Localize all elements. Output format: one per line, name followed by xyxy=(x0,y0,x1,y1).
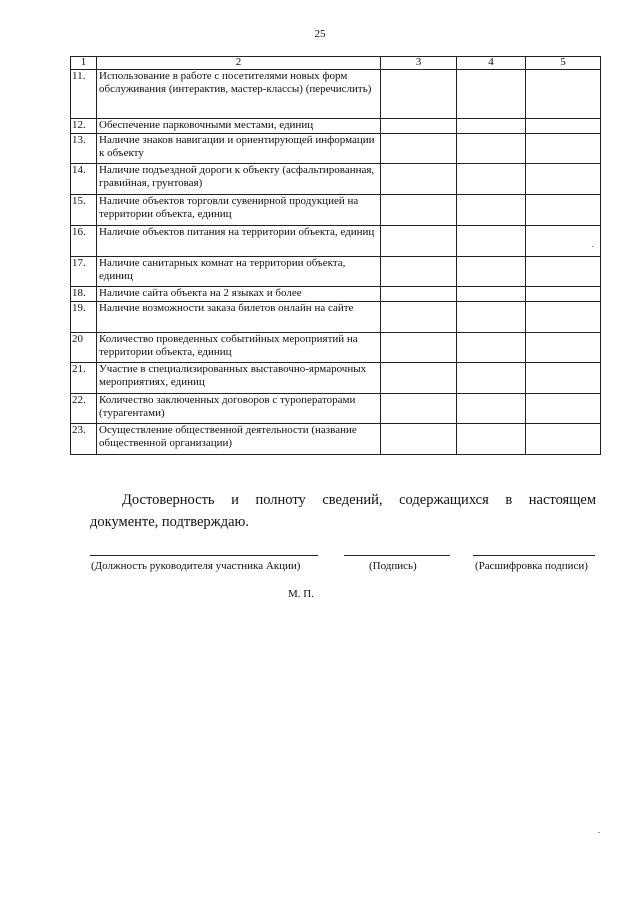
certification-statement xyxy=(90,489,596,533)
value-cell[interactable] xyxy=(457,226,526,257)
row-number: 15. xyxy=(71,195,97,226)
value-cell[interactable] xyxy=(457,394,526,424)
value-cell[interactable] xyxy=(526,302,601,333)
value-cell[interactable] xyxy=(457,424,526,455)
value-cell[interactable] xyxy=(457,70,526,119)
table-row xyxy=(71,394,601,424)
value-cell[interactable] xyxy=(381,424,457,455)
value-cell[interactable] xyxy=(526,226,601,257)
value-cell[interactable] xyxy=(457,302,526,333)
table-row xyxy=(71,257,601,287)
column-header: 5 xyxy=(526,57,601,70)
table-row xyxy=(71,134,601,164)
value-cell[interactable] xyxy=(526,257,601,287)
row-description: Количество заключенных договоров с туроператорами (турагентами) xyxy=(97,394,381,424)
value-cell[interactable] xyxy=(381,287,457,302)
row-number: 14. xyxy=(71,164,97,195)
column-header: 2 xyxy=(97,57,381,70)
signature-caption: (Подпись) xyxy=(369,560,417,572)
row-number: 16. xyxy=(71,226,97,257)
value-cell[interactable] xyxy=(526,394,601,424)
value-cell[interactable] xyxy=(381,119,457,134)
data-table xyxy=(70,56,601,455)
row-number: 17. xyxy=(71,257,97,287)
table-row xyxy=(71,333,601,363)
page-number: 25 xyxy=(314,28,326,40)
row-description: Наличие подъездной дороги к объекту (асфальтированная, гравийная, грунтовая) xyxy=(97,164,381,195)
row-number: 18. xyxy=(71,287,97,302)
value-cell[interactable] xyxy=(457,134,526,164)
table-row xyxy=(71,164,601,195)
value-cell[interactable] xyxy=(526,164,601,195)
row-description: Использование в работе с посетителями новых форм обслуживания (интерактив, мастер-классы) (перечислить) xyxy=(97,70,381,119)
value-cell[interactable] xyxy=(381,363,457,394)
value-cell[interactable] xyxy=(526,287,601,302)
row-description: Наличие знаков навигации и ориентирующей информации к объекту xyxy=(97,134,381,164)
value-cell[interactable] xyxy=(526,424,601,455)
position-caption: (Должность руководителя участника Акции) xyxy=(91,560,301,572)
value-cell[interactable] xyxy=(381,164,457,195)
value-cell[interactable] xyxy=(457,363,526,394)
value-cell[interactable] xyxy=(526,134,601,164)
value-cell[interactable] xyxy=(526,333,601,363)
value-cell[interactable] xyxy=(457,333,526,363)
value-cell[interactable] xyxy=(526,119,601,134)
row-number: 11. xyxy=(71,70,97,119)
stamp-place-label: М. П. xyxy=(288,588,314,600)
table-row xyxy=(71,119,601,134)
value-cell[interactable] xyxy=(381,134,457,164)
table-row xyxy=(71,363,601,394)
scan-speck xyxy=(592,246,594,247)
row-number: 13. xyxy=(71,134,97,164)
value-cell[interactable] xyxy=(381,333,457,363)
row-description: Участие в специализированных выставочно-ярмарочных мероприятиях, единиц xyxy=(97,363,381,394)
table-row xyxy=(71,195,601,226)
value-cell[interactable] xyxy=(381,70,457,119)
column-header: 4 xyxy=(457,57,526,70)
column-header: 1 xyxy=(71,57,97,70)
table-header-row xyxy=(71,57,601,70)
row-description: Наличие объектов торговли сувенирной продукцией на территории объекта, единиц xyxy=(97,195,381,226)
decoding-signature-line[interactable] xyxy=(473,555,595,556)
value-cell[interactable] xyxy=(526,70,601,119)
row-description: Наличие сайта объекта на 2 языках и более xyxy=(97,287,381,302)
value-cell[interactable] xyxy=(381,394,457,424)
column-header: 3 xyxy=(381,57,457,70)
row-description: Обеспечение парковочными местами, единиц xyxy=(97,119,381,134)
value-cell[interactable] xyxy=(381,257,457,287)
value-cell[interactable] xyxy=(457,119,526,134)
row-number: 20 xyxy=(71,333,97,363)
decoding-caption: (Расшифровка подписи) xyxy=(475,560,588,572)
table-row xyxy=(71,302,601,333)
scan-speck xyxy=(598,832,600,833)
row-description: Количество проведенных событийных мероприятий на территории объекта, единиц xyxy=(97,333,381,363)
row-number: 19. xyxy=(71,302,97,333)
row-description: Осуществление общественной деятельности (название общественной организации) xyxy=(97,424,381,455)
table-row xyxy=(71,70,601,119)
table-row xyxy=(71,287,601,302)
row-number: 12. xyxy=(71,119,97,134)
row-description: Наличие возможности заказа билетов онлайн на сайте xyxy=(97,302,381,333)
statement-line: документе, подтверждаю. xyxy=(90,514,249,530)
value-cell[interactable] xyxy=(457,195,526,226)
row-number: 22. xyxy=(71,394,97,424)
value-cell[interactable] xyxy=(381,195,457,226)
table-row xyxy=(71,226,601,257)
statement-line: Достоверность и полноту сведений, содержащихся в настоящем xyxy=(122,492,596,508)
signature-line[interactable] xyxy=(344,555,450,556)
row-number: 23. xyxy=(71,424,97,455)
row-description: Наличие объектов питания на территории объекта, единиц xyxy=(97,226,381,257)
row-description: Наличие санитарных комнат на территории объекта, единиц xyxy=(97,257,381,287)
row-number: 21. xyxy=(71,363,97,394)
value-cell[interactable] xyxy=(526,195,601,226)
position-signature-line[interactable] xyxy=(90,555,318,556)
value-cell[interactable] xyxy=(457,287,526,302)
table-row xyxy=(71,424,601,455)
value-cell[interactable] xyxy=(381,302,457,333)
value-cell[interactable] xyxy=(526,363,601,394)
value-cell[interactable] xyxy=(381,226,457,257)
value-cell[interactable] xyxy=(457,257,526,287)
value-cell[interactable] xyxy=(457,164,526,195)
